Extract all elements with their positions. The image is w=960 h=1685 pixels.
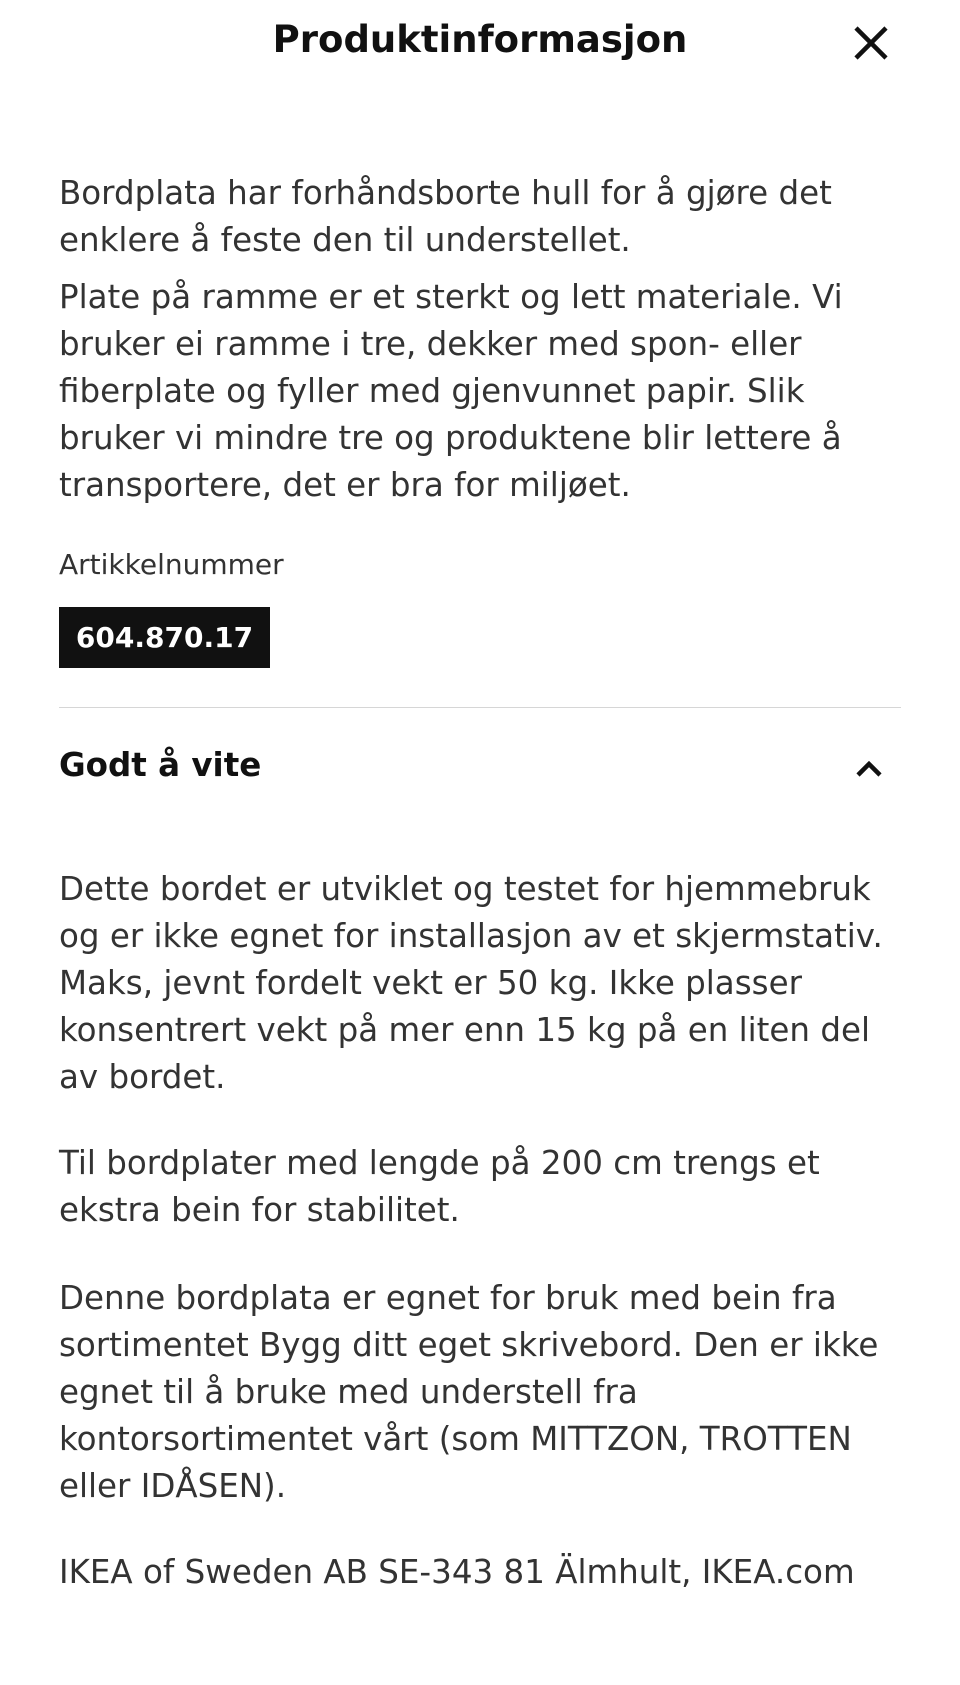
description-paragraph: Plate på ramme er et sterkt og lett materiale. Vi bruker ei ramme i tre, dekker med spon- eller fiberplate og fyller med gjenvunnet papir. Slik bruker vi mindre tre og produktene blir lettere å transportere, det er bra for miljøet. bbox=[59, 278, 843, 504]
good-to-know-toggle[interactable] bbox=[59, 738, 901, 800]
description-paragraph: Bordplata har forhåndsborte hull for å gjøre det enklere å feste den til understellet. bbox=[59, 174, 832, 259]
modal-header bbox=[0, 0, 960, 82]
chevron-up-icon bbox=[852, 752, 886, 786]
close-button[interactable] bbox=[848, 20, 894, 66]
modal-title: Produktinformasjon bbox=[272, 18, 688, 61]
good-to-know-paragraph: Dette bordet er utviklet og testet for hjemmebruk og er ikke egnet for installasjon av et skjermstativ. Maks, jevnt fordelt vekt er 50 kg. Ikke plasser konsentrert vekt på mer enn 15 kg på en liten del av bordet. bbox=[59, 870, 883, 1096]
article-number-badge: 604.870.17 bbox=[59, 607, 270, 668]
good-to-know-paragraph: Til bordplater med lengde på 200 cm trengs et ekstra bein for stabilitet. bbox=[59, 1144, 820, 1229]
good-to-know-title: Godt å vite bbox=[59, 746, 262, 784]
good-to-know-paragraph: Denne bordplata er egnet for bruk med bein fra sortimentet Bygg ditt eget skrivebord. Den er ikke egnet til å bruke med understell fra kontorsortimentet vårt (som MITTZON, TROTTEN eller IDÅSEN). bbox=[59, 1279, 879, 1505]
close-icon bbox=[848, 20, 894, 66]
manufacturer-info: IKEA of Sweden AB SE-343 81 Älmhult, IKEA.com bbox=[59, 1553, 855, 1591]
article-number-label: Artikkelnummer bbox=[59, 548, 284, 581]
section-divider bbox=[59, 707, 901, 708]
